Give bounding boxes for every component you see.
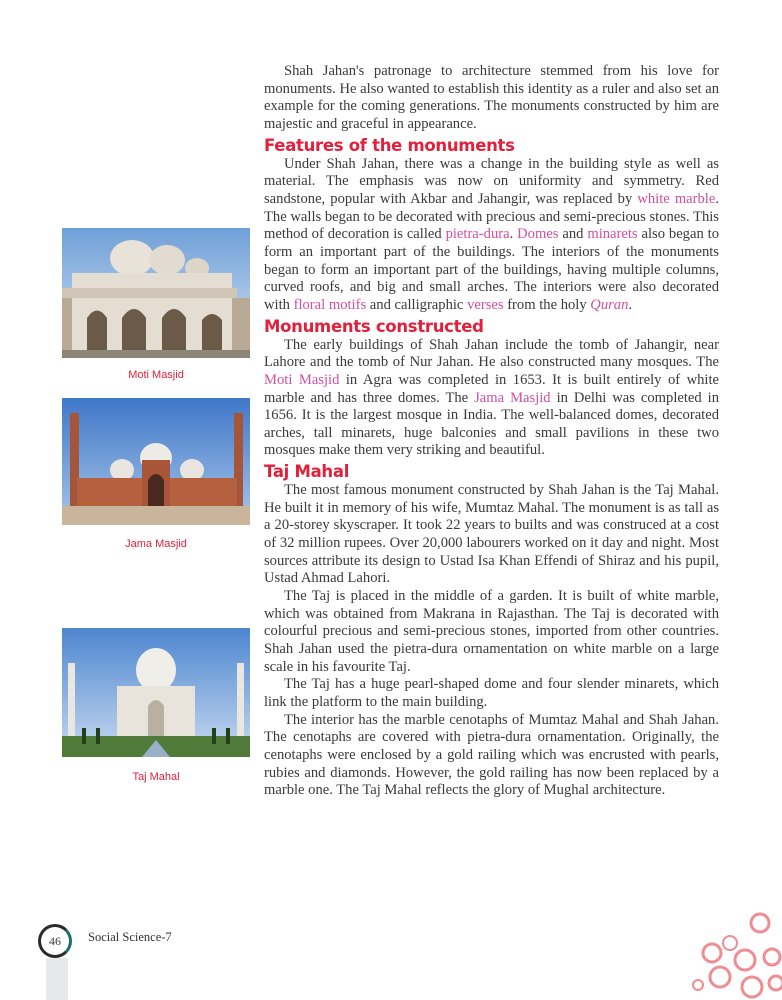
book-title: Social Science-7 [88,930,172,944]
heading-features: Features of the monuments [264,135,515,155]
decorative-circles-icon [690,905,782,1000]
keyword: white marble [637,190,716,207]
keyword: verses [467,296,504,313]
margin-strip [46,958,68,1000]
keyword: Jama Masjid [474,389,551,406]
figure-caption: Moti Masjid [128,369,184,381]
features-paragraph: Under Shah Jahan, there was a change in the building style as well as material. The emphasis was now on uniformity and symmetry. Red sandstone, popular with Akbar and Jahangir, was replaced by white marble. The walls began to be decorated with precious and semi-precious stones. This method of decoration is called pietra-dura. Domes and minarets also began to form an important part of the buildings. The interiors of the monuments began to form an important part of the buildings, having multiple columns, curved roofs, and big and small arches. The interiors were also decorated with floral motifs and calligraphic verses from the holy Quran. [264,155,719,313]
keyword: Domes [517,226,559,243]
taj-paragraph: The Taj has a huge pearl-shaped dome and four slender minarets, which link the platform to the main building. [264,676,719,710]
keyword: minarets [587,226,638,243]
intro-paragraph: Shah Jahan's patronage to architecture stemmed from his love for monuments. He also wanted to establish this identity as a ruler and also set an example for the coming generations. The monuments constructed by him are majestic and graceful in appearance. [264,63,719,132]
moti-masjid-photo [62,228,250,358]
heading-monuments: Monuments constructed [264,316,484,336]
monuments-paragraph: The early buildings of Shah Jahan include the tomb of Jahangir, near Lahore and the tomb of Nur Jahan. He also constructed many mosques. The Moti Masjid in Agra was completed in 1653. It is built entirely of white marble and has three domes. The Jama Masjid in Delhi was completed in 1656. It is the largest mosque in India. The well-balanced domes, decorated arches, tall minarets, huge balconies and small pavilions in these two mosques make them very striking and beautiful. [264,336,719,459]
jama-masjid-photo [62,398,250,525]
keyword: pietra-dura [445,226,510,243]
keyword: Quran [590,296,629,313]
keyword: Moti Masjid [264,371,340,388]
taj-paragraph: The most famous monument constructed by Shah Jahan is the Taj Mahal. He built it in memory of his wife, Mumtaz Mahal. The monument is as tall as a 20-storey skyscraper. It took 22 years to builts and was construced at a cost of 32 million rupees. Over 20,000 labourers worked on it day and night. Most sources attribute its design to Ustad Isa Khan Effendi of Shiraz and his pupil, Ustad Ahmad Lahori. [264,482,719,587]
heading-taj: Taj Mahal [264,462,350,482]
taj-paragraph: The Taj is placed in the middle of a garden. It is built of white marble, which was obtained from Makrana in Rajasthan. The Taj is decorated with colourful precious and semi-precious stones, imported from other countries. Shah Jahan used the pietra-dura ornamentation on white marble on a large scale in his favourite Taj. [264,588,719,675]
figure-caption: Jama Masjid [125,538,187,550]
page-number: 46 [38,924,72,958]
figure-caption: Taj Mahal [132,771,180,783]
taj-mahal-photo [62,628,250,757]
keyword: floral motifs [293,296,367,313]
taj-paragraph: The interior has the marble cenotaphs of Mumtaz Mahal and Shah Jahan. The cenotaphs are covered with pietra-dura ornamentation. Originally, the cenotaphs were enclosed by a gold railing which was encrusted with pearls, rubies and diamonds. However, the gold railing has now been replaced by a marble one. The Taj Mahal reflects the glory of Mughal architecture. [264,711,719,799]
body-text [264,63,719,800]
